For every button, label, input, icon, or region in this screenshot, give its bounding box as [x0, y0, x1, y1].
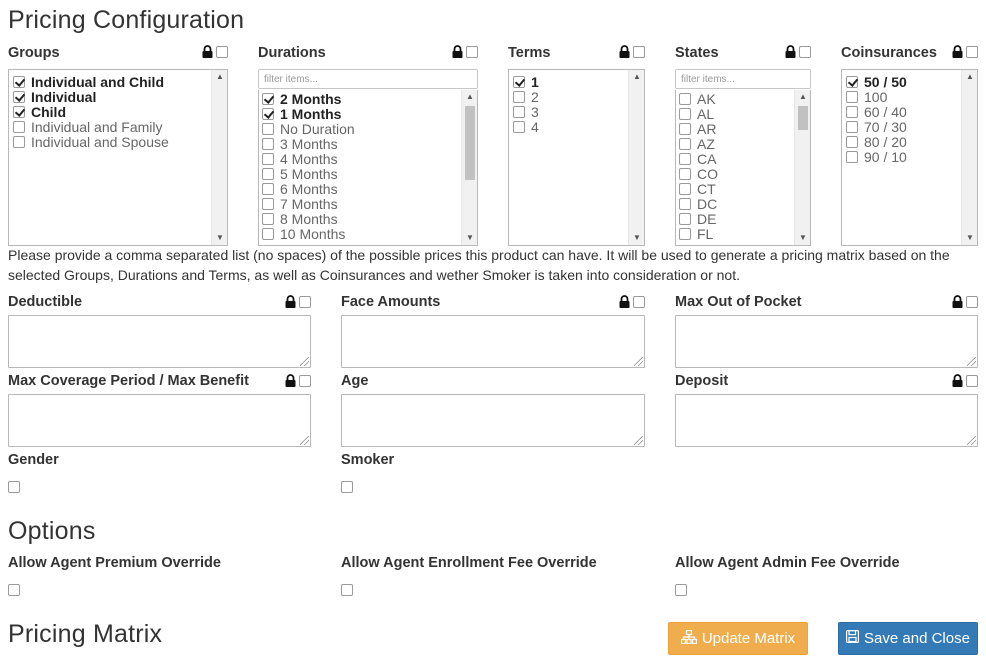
states-list-item[interactable] [679, 166, 793, 181]
coinsurances-list-item[interactable] [846, 149, 959, 164]
resize-grip-icon[interactable] [300, 436, 309, 445]
coinsurances-scrollbar[interactable] [961, 70, 977, 245]
durations-item-checkbox[interactable] [262, 138, 274, 150]
durations-item-checkbox[interactable] [262, 123, 274, 135]
durations-title: Durations [258, 45, 326, 61]
durations-list-item[interactable] [262, 196, 460, 211]
lock-icon[interactable] [202, 45, 213, 58]
durations-item-label: 8 Months [280, 210, 338, 227]
smoker-checkbox[interactable] [341, 481, 353, 493]
durations-item-checkbox[interactable] [262, 153, 274, 165]
sitemap-icon [681, 630, 697, 648]
face-amounts-field [341, 294, 645, 372]
groups-item-label: Child [31, 103, 66, 120]
durations-list-item[interactable] [262, 91, 460, 106]
scroll-down-arrow-icon[interactable]: ▼ [216, 233, 224, 242]
save-icon [846, 630, 859, 647]
durations-select-all-checkbox[interactable] [466, 46, 478, 58]
durations-item-checkbox[interactable] [262, 228, 274, 240]
durations-item-checkbox[interactable] [262, 108, 274, 120]
states-item-checkbox[interactable] [679, 108, 691, 120]
groups-list-item[interactable] [13, 119, 209, 134]
states-item-checkbox[interactable] [679, 213, 691, 225]
coinsurances-list-item[interactable] [846, 74, 959, 89]
resize-grip-icon[interactable] [634, 436, 643, 445]
scroll-down-arrow-icon[interactable]: ▼ [799, 233, 807, 242]
terms-item-label: 4 [531, 118, 539, 135]
coinsurances-item-checkbox[interactable] [846, 76, 858, 88]
durations-filter-input[interactable]: filter items... [258, 69, 478, 89]
premium-override-checkbox[interactable] [8, 584, 20, 596]
states-item-checkbox[interactable] [679, 153, 691, 165]
durations-item-label: 1 Months [280, 105, 342, 122]
states-list-item[interactable] [679, 106, 793, 121]
lock-icon[interactable] [285, 374, 296, 387]
terms-item-checkbox[interactable] [513, 106, 525, 118]
groups-list-item[interactable] [13, 104, 209, 119]
states-title: States [675, 45, 719, 61]
states-item-label: DC [697, 195, 718, 212]
save-and-close-button[interactable] [838, 622, 978, 655]
durations-list-item[interactable] [262, 151, 460, 166]
face-amounts-textarea[interactable] [341, 315, 645, 368]
help-text: Please provide a comma separated list (no spaces) of the possible prices this product can have. It will be used to generate a pricing matrix based on the selected Groups, Durations and Terms, as well as Coinsurances and wether Smoker is taken into consideration or not. [8, 247, 950, 283]
enrollment-override-label: Allow Agent Enrollment Fee Override [341, 555, 597, 571]
groups-item-checkbox[interactable] [13, 106, 25, 118]
durations-item-checkbox[interactable] [262, 93, 274, 105]
coinsurances-item-checkbox[interactable] [846, 136, 858, 148]
groups-item-label: Individual and Spouse [31, 133, 169, 150]
terms-item-label: 3 [531, 103, 539, 120]
states-panel [675, 44, 811, 246]
deductible-field [8, 294, 311, 372]
durations-list-item[interactable] [262, 121, 460, 136]
face-amounts-label: Face Amounts [341, 294, 441, 310]
states-item-label: CO [697, 165, 718, 182]
terms-list-item[interactable] [513, 119, 626, 134]
gender-label: Gender [8, 452, 59, 468]
coinsurances-panel [841, 44, 978, 246]
durations-item-checkbox[interactable] [262, 168, 274, 180]
durations-item-checkbox[interactable] [262, 198, 274, 210]
age-textarea[interactable] [341, 394, 645, 447]
premium-override-field [8, 555, 328, 575]
coinsurances-item-label: 90 / 10 [864, 148, 907, 165]
scroll-up-arrow-icon[interactable]: ▲ [466, 92, 474, 101]
states-list-item[interactable] [679, 181, 793, 196]
coinsurances-item-checkbox[interactable] [846, 151, 858, 163]
groups-item-label: Individual and Child [31, 73, 164, 90]
states-list-item[interactable] [679, 196, 793, 211]
pricing-matrix-title: Pricing Matrix [8, 620, 163, 648]
max-coverage-field [8, 373, 311, 451]
states-item-label: AK [697, 90, 716, 107]
update-matrix-button[interactable] [668, 622, 808, 655]
terms-scrollbar[interactable] [628, 70, 644, 245]
resize-grip-icon[interactable] [967, 436, 976, 445]
max-coverage-label: Max Coverage Period / Max Benefit [8, 373, 249, 389]
deductible-label: Deductible [8, 294, 83, 310]
coinsurances-item-checkbox[interactable] [846, 91, 858, 103]
groups-panel [8, 44, 228, 246]
resize-grip-icon[interactable] [300, 357, 309, 366]
states-filter-input[interactable]: filter items... [675, 69, 811, 89]
options-title: Options [8, 517, 96, 545]
deposit-label: Deposit [675, 373, 729, 389]
groups-list-item[interactable] [13, 134, 209, 149]
durations-item-checkbox[interactable] [262, 183, 274, 195]
lock-icon[interactable] [785, 45, 796, 58]
states-item-label: CA [697, 150, 717, 167]
lock-icon[interactable] [952, 45, 963, 58]
lock-icon[interactable] [952, 374, 963, 387]
max-coverage-textarea[interactable] [8, 394, 311, 447]
groups-title: Groups [8, 45, 60, 61]
coinsurances-list-item[interactable] [846, 104, 959, 119]
coinsurances-item-label: 70 / 30 [864, 118, 907, 135]
durations-list-item[interactable] [262, 226, 460, 241]
terms-item-label: 1 [531, 73, 539, 90]
max-out-of-pocket-label: Max Out of Pocket [675, 294, 802, 310]
save-and-close-label: Save and Close [864, 630, 970, 647]
max-out-of-pocket-lock-checkbox[interactable] [966, 296, 978, 308]
admin-override-label: Allow Agent Admin Fee Override [675, 555, 900, 571]
scroll-up-arrow-icon[interactable]: ▲ [633, 72, 641, 81]
deductible-lock-checkbox[interactable] [299, 296, 311, 308]
gender-field [8, 452, 311, 472]
scroll-down-arrow-icon[interactable]: ▼ [966, 233, 974, 242]
groups-item-label: Individual and Family [31, 118, 163, 135]
terms-list-item[interactable] [513, 89, 626, 104]
groups-item-checkbox[interactable] [13, 76, 25, 88]
lock-icon[interactable] [619, 45, 630, 58]
scrollbar-thumb[interactable] [465, 106, 475, 180]
coinsurances-list-item[interactable] [846, 134, 959, 149]
states-list-item[interactable] [679, 136, 793, 151]
states-listbox[interactable] [675, 69, 811, 246]
states-scrollbar[interactable] [794, 90, 810, 245]
durations-list-item[interactable] [262, 166, 460, 181]
terms-listbox[interactable] [508, 69, 645, 246]
face-amounts-lock-checkbox[interactable] [633, 296, 645, 308]
durations-item-label: 4 Months [280, 150, 338, 167]
coinsurances-item-checkbox[interactable] [846, 121, 858, 133]
durations-item-label: 2 Months [280, 90, 342, 107]
groups-item-checkbox[interactable] [13, 121, 25, 133]
deposit-lock-checkbox[interactable] [966, 375, 978, 387]
groups-listbox[interactable] [8, 69, 228, 246]
enrollment-override-field [341, 555, 661, 575]
durations-item-label: 7 Months [280, 195, 338, 212]
scroll-up-arrow-icon[interactable]: ▲ [966, 72, 974, 81]
states-item-label: FL [697, 225, 714, 242]
max-coverage-lock-checkbox[interactable] [299, 375, 311, 387]
terms-item-checkbox[interactable] [513, 76, 525, 88]
durations-item-label: No Duration [280, 120, 355, 137]
resize-grip-icon[interactable] [967, 357, 976, 366]
states-item-checkbox[interactable] [679, 123, 691, 135]
states-item-label: DE [697, 210, 717, 227]
coinsurances-item-label: 50 / 50 [864, 73, 907, 90]
states-item-label: AZ [697, 135, 715, 152]
states-list-item[interactable] [679, 91, 793, 106]
states-item-checkbox[interactable] [679, 198, 691, 210]
durations-item-label: 3 Months [280, 135, 338, 152]
states-item-checkbox[interactable] [679, 168, 691, 180]
states-item-label: AL [697, 105, 715, 122]
states-select-all-checkbox[interactable] [799, 46, 811, 58]
lock-icon[interactable] [952, 295, 963, 308]
durations-item-label: 6 Months [280, 180, 338, 197]
deposit-field [675, 373, 978, 451]
terms-title: Terms [508, 45, 551, 61]
lock-icon[interactable] [619, 295, 630, 308]
smoker-label: Smoker [341, 452, 395, 468]
smoker-field [341, 452, 645, 472]
states-list-item[interactable] [679, 226, 793, 241]
durations-item-checkbox[interactable] [262, 213, 274, 225]
scroll-down-arrow-icon[interactable]: ▼ [633, 233, 641, 242]
groups-item-label: Individual [31, 88, 97, 105]
durations-item-label: 5 Months [280, 165, 338, 182]
durations-list-item[interactable] [262, 136, 460, 151]
update-matrix-label: Update Matrix [701, 630, 796, 647]
coinsurances-item-checkbox[interactable] [846, 106, 858, 118]
gender-checkbox[interactable] [8, 481, 20, 493]
lock-icon[interactable] [285, 295, 296, 308]
durations-list-item[interactable] [262, 106, 460, 121]
groups-item-checkbox[interactable] [13, 136, 25, 148]
terms-item-checkbox[interactable] [513, 91, 525, 103]
groups-list-item[interactable] [13, 74, 209, 89]
scroll-down-arrow-icon[interactable]: ▼ [466, 233, 474, 242]
coinsurances-select-all-checkbox[interactable] [966, 46, 978, 58]
admin-override-checkbox[interactable] [675, 584, 687, 596]
groups-select-all-checkbox[interactable] [216, 46, 228, 58]
durations-list-item[interactable] [262, 181, 460, 196]
resize-grip-icon[interactable] [634, 357, 643, 366]
scroll-up-arrow-icon[interactable]: ▲ [799, 92, 807, 101]
coinsurances-item-label: 60 / 40 [864, 103, 907, 120]
durations-listbox[interactable] [258, 69, 478, 246]
max-out-of-pocket-textarea[interactable] [675, 315, 978, 368]
groups-list-item[interactable] [13, 89, 209, 104]
states-list-item[interactable] [679, 121, 793, 136]
terms-select-all-checkbox[interactable] [633, 46, 645, 58]
coinsurances-item-label: 80 / 20 [864, 133, 907, 150]
groups-scrollbar[interactable] [211, 70, 227, 245]
terms-item-checkbox[interactable] [513, 121, 525, 133]
durations-item-label: 10 Months [280, 225, 346, 242]
age-field [341, 373, 645, 451]
states-item-label: AR [697, 120, 717, 137]
states-item-checkbox[interactable] [679, 138, 691, 150]
groups-item-checkbox[interactable] [13, 91, 25, 103]
max-out-of-pocket-field [675, 294, 978, 372]
coinsurances-item-label: 100 [864, 88, 888, 105]
terms-panel [508, 44, 645, 246]
durations-scrollbar[interactable] [461, 90, 477, 245]
states-list-item[interactable] [679, 211, 793, 226]
coinsurances-listbox[interactable] [841, 69, 978, 246]
page-title: Pricing Configuration [8, 6, 245, 34]
terms-item-label: 2 [531, 88, 539, 105]
states-item-label: CT [697, 180, 716, 197]
coinsurances-title: Coinsurances [841, 45, 937, 61]
scrollbar-thumb[interactable] [798, 106, 808, 130]
enrollment-override-checkbox[interactable] [341, 584, 353, 596]
premium-override-label: Allow Agent Premium Override [8, 555, 221, 571]
coinsurances-list-item[interactable] [846, 89, 959, 104]
states-item-checkbox[interactable] [679, 93, 691, 105]
deductible-textarea[interactable] [8, 315, 311, 368]
lock-icon[interactable] [452, 45, 463, 58]
states-item-checkbox[interactable] [679, 228, 691, 240]
terms-list-item[interactable] [513, 104, 626, 119]
durations-list-item[interactable] [262, 211, 460, 226]
scroll-up-arrow-icon[interactable]: ▲ [216, 72, 224, 81]
states-item-checkbox[interactable] [679, 183, 691, 195]
durations-panel [258, 44, 478, 246]
coinsurances-list-item[interactable] [846, 119, 959, 134]
terms-list-item[interactable] [513, 74, 626, 89]
deposit-textarea[interactable] [675, 394, 978, 447]
age-label: Age [341, 373, 369, 389]
admin-override-field [675, 555, 978, 575]
states-list-item[interactable] [679, 151, 793, 166]
